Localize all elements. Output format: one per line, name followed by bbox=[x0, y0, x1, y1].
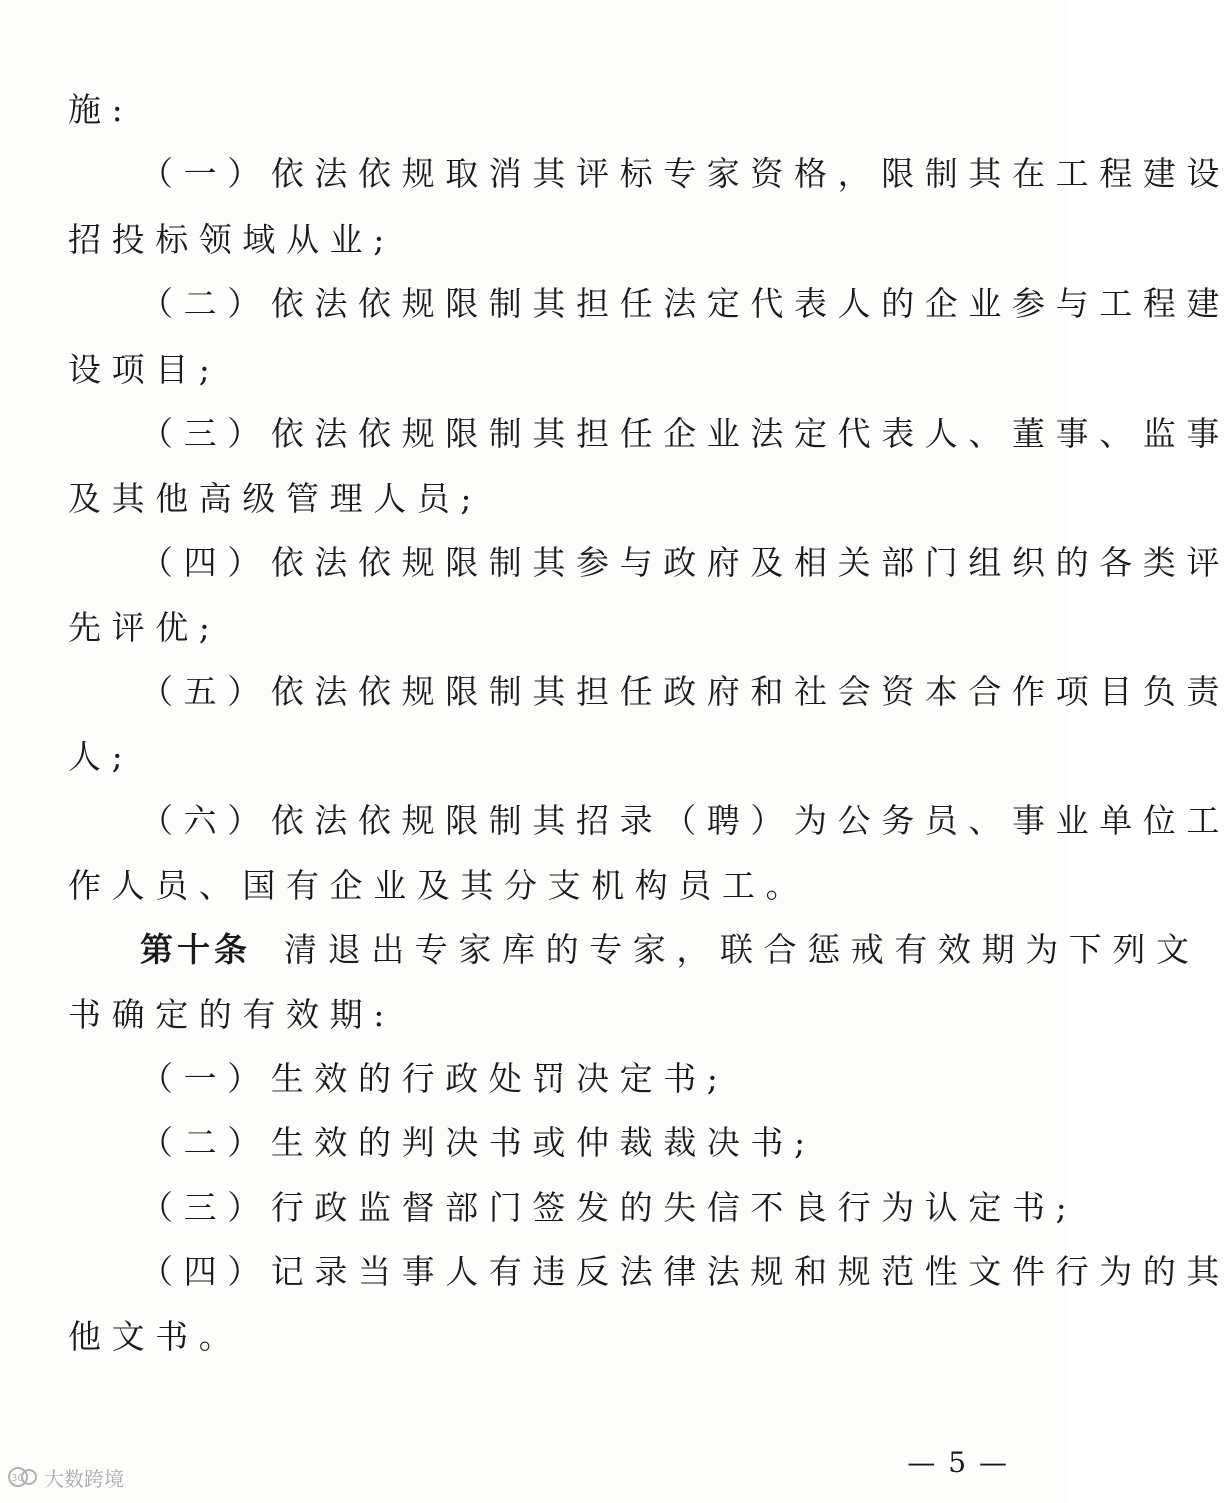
text-line: （二）依法依规限制其担任法定代表人的企业参与工程建 bbox=[140, 284, 1230, 323]
text-line: 先评优; bbox=[68, 608, 221, 647]
watermark-logo-icon bbox=[6, 1465, 40, 1489]
article-ten-text: 清退出专家库的专家，联合惩戒有效期为下列文 bbox=[284, 930, 1200, 969]
article-ten-first-line bbox=[140, 928, 1200, 972]
text-line: 他文书。 bbox=[68, 1317, 243, 1356]
article-heading: 第十条 bbox=[140, 930, 251, 969]
text-line: 招投标领域从业; bbox=[68, 220, 395, 259]
text-line: （三）依法依规限制其担任企业法定代表人、董事、监事 bbox=[140, 414, 1230, 453]
list-item: （二）生效的判决书或仲裁裁决书; bbox=[140, 1123, 816, 1162]
watermark-logo-text: 30 bbox=[11, 1473, 24, 1484]
list-item: （一）生效的行政处罚决定书; bbox=[140, 1059, 729, 1098]
list-item: （三）行政监督部门签发的失信不良行为认定书; bbox=[140, 1188, 1078, 1227]
text-line: （一）依法依规取消其评标专家资格，限制其在工程建设 bbox=[140, 154, 1230, 193]
text-line: 作人员、国有企业及其分支机构员工。 bbox=[68, 866, 810, 905]
text-line: 人; bbox=[68, 737, 134, 776]
text-line: （六）依法依规限制其招录（聘）为公务员、事业单位工 bbox=[140, 801, 1230, 840]
list-item: （四）记录当事人有违反法律法规和规范性文件行为的其 bbox=[140, 1252, 1230, 1291]
text-line: 书确定的有效期: bbox=[68, 995, 395, 1034]
page-number: — 5 — bbox=[907, 1446, 1009, 1479]
text-line: （四）依法依规限制其参与政府及相关部门组织的各类评 bbox=[140, 543, 1230, 582]
text-line: 及其他高级管理人员; bbox=[68, 479, 483, 518]
text-line: （五）依法依规限制其担任政府和社会资本合作项目负责 bbox=[140, 672, 1230, 711]
watermark bbox=[6, 1462, 124, 1492]
text-line: 设项目; bbox=[68, 350, 221, 389]
text-line: 施: bbox=[68, 90, 134, 129]
watermark-text: 大数跨境 bbox=[44, 1466, 124, 1491]
